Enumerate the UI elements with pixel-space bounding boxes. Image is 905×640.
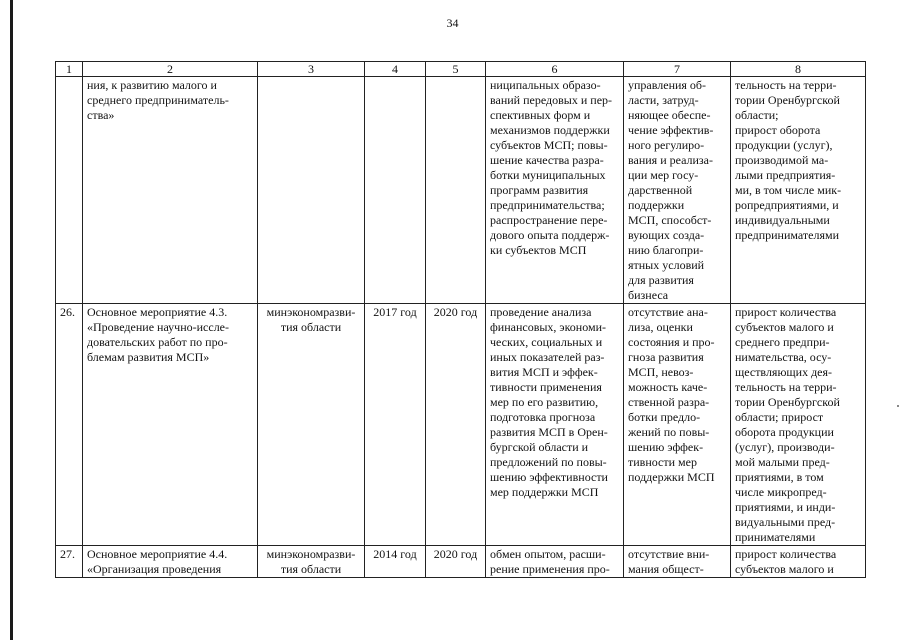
table-row xyxy=(56,304,866,546)
column-number: 1 xyxy=(56,62,83,77)
row-number xyxy=(56,77,83,304)
row-number: 27. xyxy=(56,546,83,578)
start-year: 2014 год xyxy=(365,546,426,578)
scan-speck xyxy=(897,405,899,407)
executor xyxy=(258,77,365,304)
column-number: 5 xyxy=(426,62,486,77)
executor: минэкономразви- тия области xyxy=(258,546,365,578)
column-number: 2 xyxy=(83,62,258,77)
column-number: 8 xyxy=(731,62,866,77)
non-implementation-consequences: отсутствие вни- мания общест- xyxy=(624,546,731,578)
scan-left-border xyxy=(10,0,13,640)
end-year xyxy=(426,77,486,304)
start-year xyxy=(365,77,426,304)
executor: минэкономразви- тия области xyxy=(258,304,365,546)
end-year: 2020 год xyxy=(426,546,486,578)
column-number-row xyxy=(56,62,866,77)
column-number: 4 xyxy=(365,62,426,77)
table-row xyxy=(56,546,866,578)
activity-content: обмен опытом, расши- рение применения про- xyxy=(486,546,624,578)
non-implementation-consequences: управления об- ласти, затруд- няющее обеспе- чение эффектив- ного регулиро- вания и реализа- ции мер госу- дарственной поддержки МСП, способст- вующих созда- нию благопри- ятных условий для развития бизнеса xyxy=(624,77,731,304)
start-year: 2017 год xyxy=(365,304,426,546)
activity-content: проведение анализа финансовых, экономи- ческих, социальных и иных показателей раз- вития МСП и эффек- тивности применения мер по его развитию, подготовка прогноза развития МСП в Орен- бургской области и предложений по повы- шению эффективности мер поддержки МСП xyxy=(486,304,624,546)
column-number: 6 xyxy=(486,62,624,77)
non-implementation-consequences: отсутствие ана- лиза, оценки состояния и про- гноза развития МСП, невоз- можность каче- ственной разра- ботки предло- жений по повы- шению эффек- тивности мер поддержки МСП xyxy=(624,304,731,546)
column-number: 7 xyxy=(624,62,731,77)
column-number: 3 xyxy=(258,62,365,77)
activity-name: Основное мероприятие 4.4. «Организация проведения xyxy=(83,546,258,578)
related-indicators: прирост количества субъектов малого и среднего предпри- нимательства, осу- ществляющих дея- тельность на терри- тории Оренбургской области; прирост оборота продукции (услуг), производи- мой малыми пред- приятиями, в том числе микропред- приятиями, и инди- видуальными пред- принимателями xyxy=(731,304,866,546)
activity-content: ниципальных образо- ваний передовых и пер- спективных форм и механизмов поддержки субъектов МСП; повы- шение качества разра- ботки муниципальных программ развития предпринимательства; распространение пере- дового опыта поддерж- ки субъектов МСП xyxy=(486,77,624,304)
activities-table xyxy=(55,61,866,578)
related-indicators: прирост количества субъектов малого и xyxy=(731,546,866,578)
row-number: 26. xyxy=(56,304,83,546)
activity-name: Основное мероприятие 4.3. «Проведение научно-иссле- довательских работ по про- блемам развития МСП» xyxy=(83,304,258,546)
end-year: 2020 год xyxy=(426,304,486,546)
table-row xyxy=(56,77,866,304)
activity-name: ния, к развитию малого и среднего предприниматель- ства» xyxy=(83,77,258,304)
related-indicators: тельность на терри- тории Оренбургской области; прирост оборота продукции (услуг), производимой ма- лыми предприятия- ми, в том числе мик- ропредприятиями, и индивидуальными предпринимателями xyxy=(731,77,866,304)
page-number: 34 xyxy=(446,16,459,30)
